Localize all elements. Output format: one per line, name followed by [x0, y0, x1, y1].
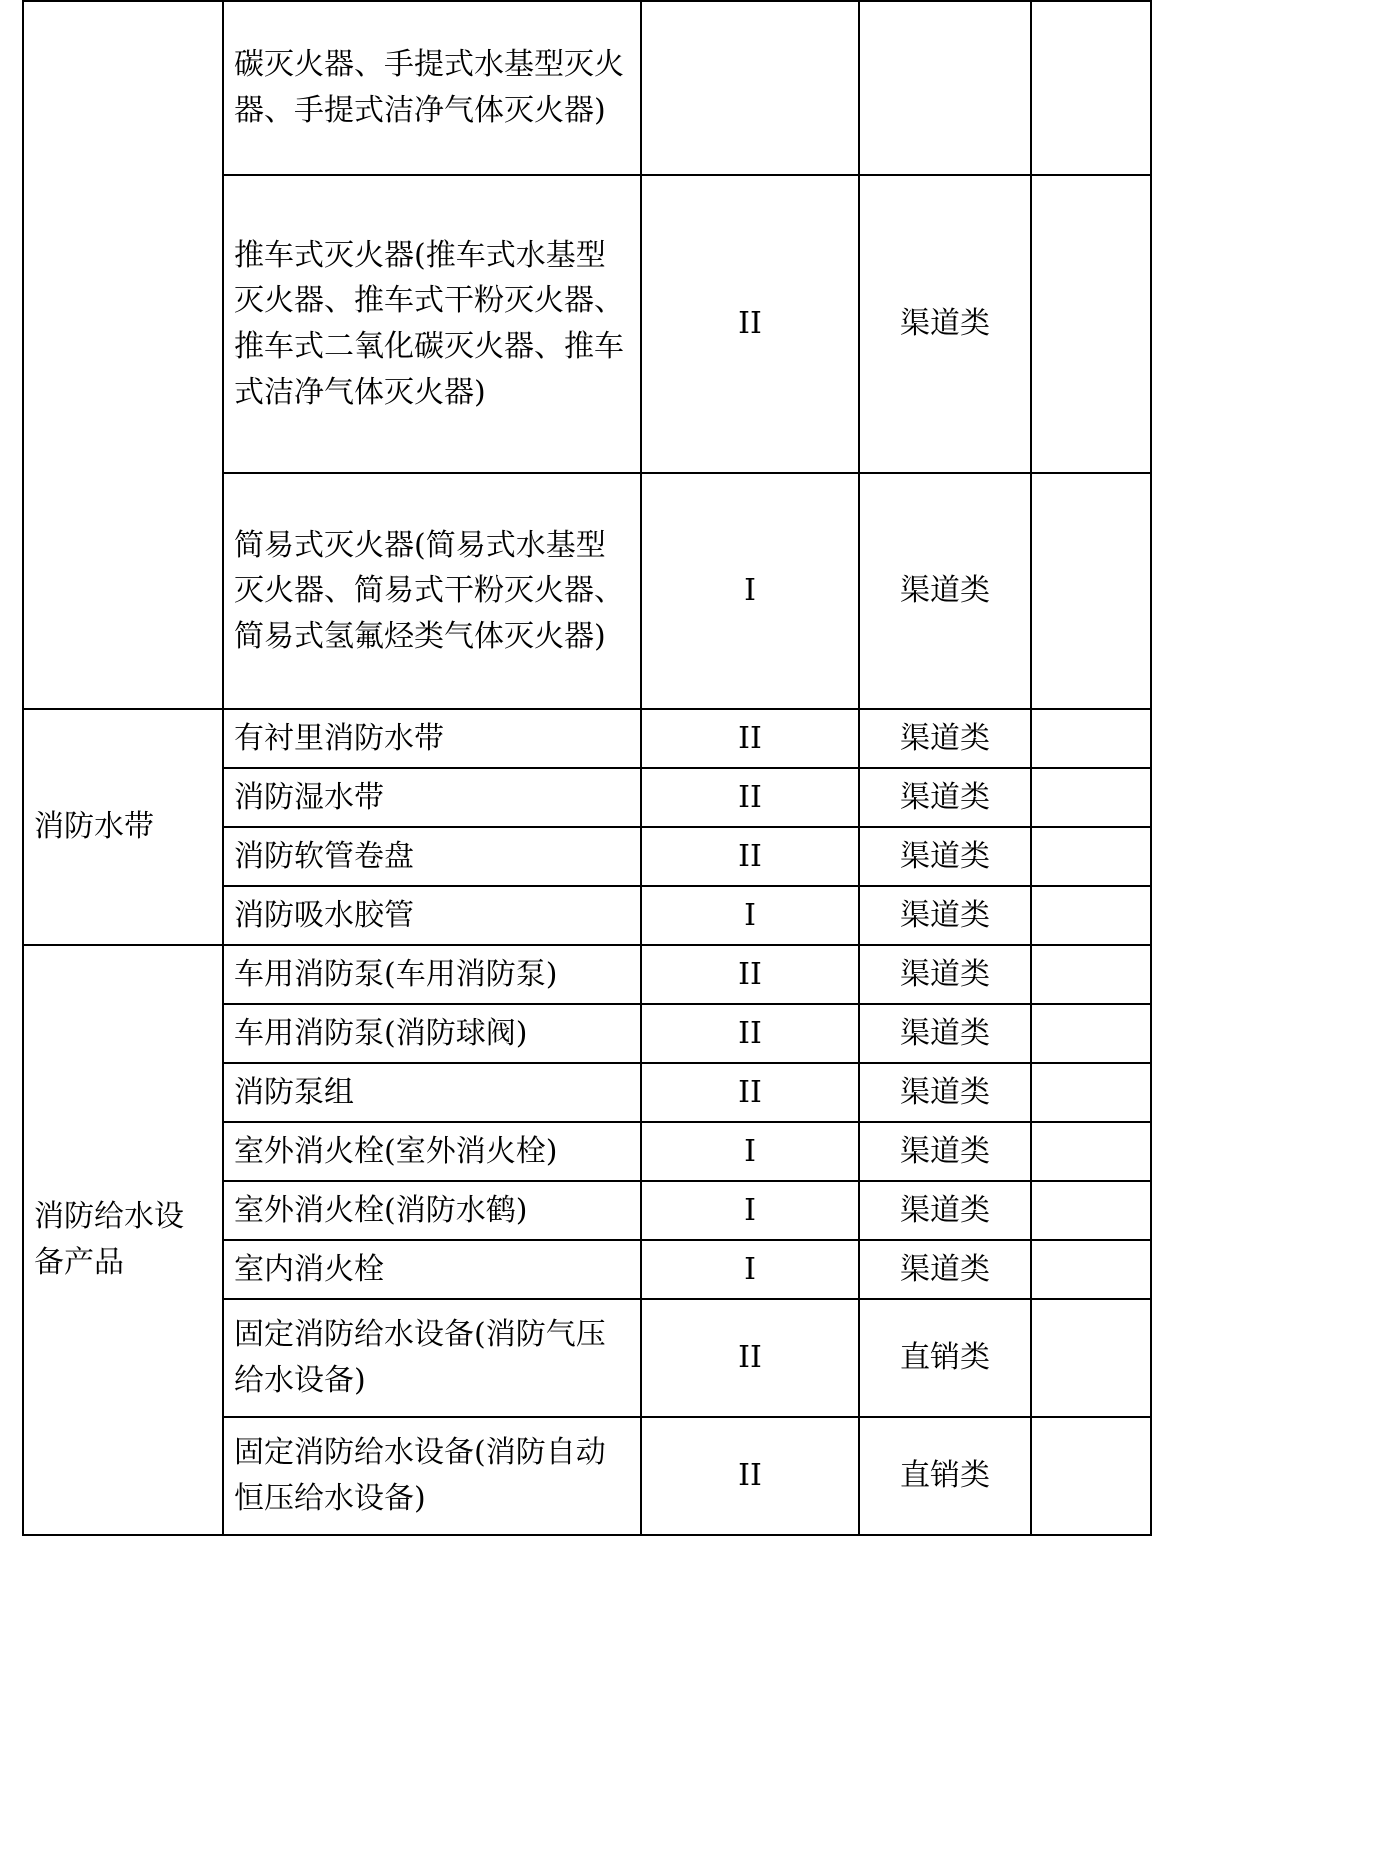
- cell-product-name: 消防吸水胶管: [223, 886, 641, 945]
- table-row: [23, 1, 1151, 175]
- cell-level: I: [641, 473, 859, 709]
- cell-product-name: 室外消火栓(消防水鹤): [223, 1181, 641, 1240]
- cell-category-extinguisher: [23, 1, 223, 709]
- cell-level: I: [641, 1181, 859, 1240]
- cell-level: II: [641, 1417, 859, 1535]
- cell-remark: [1031, 1417, 1151, 1535]
- cell-channel: 渠道类: [859, 1004, 1031, 1063]
- cell-remark: [1031, 1181, 1151, 1240]
- cell-product-name: 室内消火栓: [223, 1240, 641, 1299]
- cell-channel: [859, 1, 1031, 175]
- cell-remark: [1031, 175, 1151, 473]
- cell-channel: 渠道类: [859, 175, 1031, 473]
- cell-channel: 渠道类: [859, 886, 1031, 945]
- cell-channel: 渠道类: [859, 1063, 1031, 1122]
- cell-channel: 渠道类: [859, 1240, 1031, 1299]
- cell-channel: 渠道类: [859, 709, 1031, 768]
- cell-product-name: 消防软管卷盘: [223, 827, 641, 886]
- cell-level: I: [641, 1122, 859, 1181]
- cell-channel: 渠道类: [859, 827, 1031, 886]
- cell-channel: 渠道类: [859, 945, 1031, 1004]
- cell-product-name: 推车式灭火器(推车式水基型灭火器、推车式干粉灭火器、推车式二氧化碳灭火器、推车式洁净气体灭火器): [223, 175, 641, 473]
- cell-channel: 渠道类: [859, 768, 1031, 827]
- cell-remark: [1031, 1122, 1151, 1181]
- cell-channel: 渠道类: [859, 1181, 1031, 1240]
- cell-product-name: 消防泵组: [223, 1063, 641, 1122]
- cell-level: [641, 1, 859, 175]
- cell-remark: [1031, 709, 1151, 768]
- cell-level: I: [641, 1240, 859, 1299]
- cell-channel: 渠道类: [859, 1122, 1031, 1181]
- cell-product-name: 室外消火栓(室外消火栓): [223, 1122, 641, 1181]
- table-row: [23, 709, 1151, 768]
- cell-product-name: 简易式灭火器(简易式水基型灭火器、简易式干粉灭火器、简易式氢氟烃类气体灭火器): [223, 473, 641, 709]
- table-row: [23, 945, 1151, 1004]
- cell-category-water-supply: 消防给水设备产品: [23, 945, 223, 1535]
- cell-remark: [1031, 886, 1151, 945]
- cell-remark: [1031, 1004, 1151, 1063]
- cell-product-name: 消防湿水带: [223, 768, 641, 827]
- cell-remark: [1031, 1240, 1151, 1299]
- cell-remark: [1031, 827, 1151, 886]
- cell-level: II: [641, 1004, 859, 1063]
- cell-product-name: 固定消防给水设备(消防自动恒压给水设备): [223, 1417, 641, 1535]
- cell-remark: [1031, 1299, 1151, 1417]
- cell-level: II: [641, 1299, 859, 1417]
- cell-channel: 渠道类: [859, 473, 1031, 709]
- cell-level: I: [641, 886, 859, 945]
- cell-product-name: 车用消防泵(车用消防泵): [223, 945, 641, 1004]
- cell-product-name: 固定消防给水设备(消防气压给水设备): [223, 1299, 641, 1417]
- cell-remark: [1031, 768, 1151, 827]
- cell-category-hose: 消防水带: [23, 709, 223, 945]
- cell-level: II: [641, 768, 859, 827]
- cell-product-name: 碳灭火器、手提式水基型灭火器、手提式洁净气体灭火器): [223, 1, 641, 175]
- cell-remark: [1031, 1, 1151, 175]
- cell-channel: 直销类: [859, 1299, 1031, 1417]
- cell-level: II: [641, 1063, 859, 1122]
- cell-remark: [1031, 473, 1151, 709]
- cell-product-name: 有衬里消防水带: [223, 709, 641, 768]
- cell-level: II: [641, 709, 859, 768]
- cell-remark: [1031, 1063, 1151, 1122]
- cell-level: II: [641, 175, 859, 473]
- product-classification-table: [22, 0, 1152, 1536]
- cell-level: II: [641, 945, 859, 1004]
- cell-remark: [1031, 945, 1151, 1004]
- cell-channel: 直销类: [859, 1417, 1031, 1535]
- cell-level: II: [641, 827, 859, 886]
- cell-product-name: 车用消防泵(消防球阀): [223, 1004, 641, 1063]
